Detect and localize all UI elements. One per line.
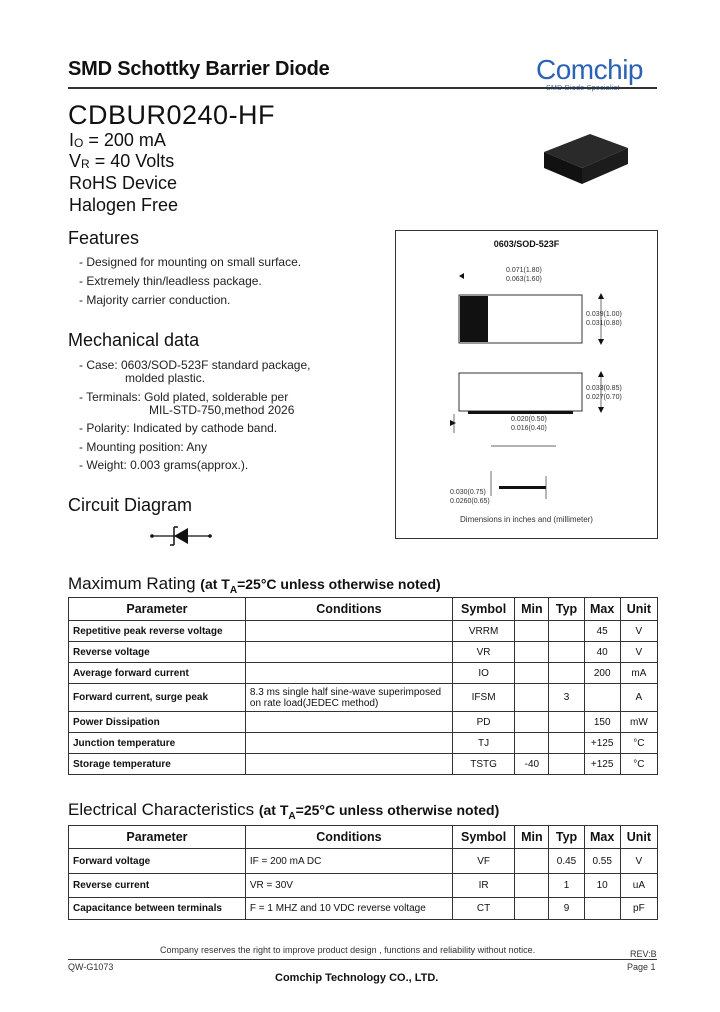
column-header: Max (584, 598, 620, 621)
conditions-cell (245, 642, 452, 663)
conditions-cell (245, 754, 452, 775)
param-cell: Capacitance between terminals (69, 898, 246, 920)
max-cell: 0.55 (584, 849, 620, 874)
symbol-cell: TSTG (452, 754, 514, 775)
dim-height-min: 0.027(0.70) (586, 394, 622, 401)
symbol-cell: PD (452, 712, 514, 733)
table-row (69, 684, 658, 712)
features-heading: Features (68, 228, 140, 248)
column-header: Conditions (245, 826, 452, 849)
unit-cell: °C (620, 733, 657, 754)
unit-cell: V (620, 621, 657, 642)
table-row (69, 754, 658, 775)
symbol-cell: CT (452, 898, 514, 920)
min-cell (515, 642, 549, 663)
max-cell (584, 898, 620, 920)
conditions-cell (245, 733, 452, 754)
conditions-cell: 8.3 ms single half sine-wave superimposed on rate load(JEDEC method) (245, 684, 452, 712)
conditions-cell: VR = 30V (245, 874, 452, 898)
package-title: 0603/SOD-523F (493, 239, 560, 249)
mechanical-heading: Mechanical data (68, 330, 200, 350)
mechanical-item: - Mounting position: Any (79, 440, 208, 454)
min-cell: -40 (515, 754, 549, 775)
table-row (69, 898, 658, 920)
column-header: Conditions (245, 598, 452, 621)
typ-cell (549, 663, 584, 684)
dim-width-max: 0.039(1.00) (586, 311, 622, 318)
dim-pad-max: 0.020(0.50) (511, 416, 547, 423)
spec-rohs: RoHS Device (69, 173, 178, 193)
column-header: Unit (620, 598, 657, 621)
symbol-cell: VF (452, 849, 514, 874)
dim-pad-min: 0.016(0.40) (511, 425, 547, 432)
typ-cell (549, 712, 584, 733)
mechanical-item: - Case: 0603/SOD-523F standard package, (79, 358, 311, 372)
max-cell: 45 (584, 621, 620, 642)
unit-cell: mA (620, 663, 657, 684)
unit-cell: mW (620, 712, 657, 733)
max-rating-table (68, 597, 658, 775)
column-header: Typ (549, 598, 584, 621)
dim-height-max: 0.033(0.85) (586, 385, 622, 392)
min-cell (515, 733, 549, 754)
spec-vr: $V_R = 40$ Volts (69, 151, 175, 171)
diode-symbol (148, 522, 214, 555)
table-row (69, 642, 658, 663)
column-header: Typ (549, 826, 584, 849)
param-cell: Storage temperature (69, 754, 246, 775)
typ-cell: 0.45 (549, 849, 584, 874)
column-header: Symbol (452, 826, 514, 849)
unit-cell: °C (620, 754, 657, 775)
electrical-title: Electrical Characteristics (at $T_A=25^\circ C$ unless otherwise noted) (68, 800, 500, 822)
typ-cell: 1 (549, 874, 584, 898)
spec-halogen: Halogen Free (69, 195, 179, 215)
min-cell (515, 684, 549, 712)
unit-cell: V (620, 849, 657, 874)
column-header: Min (515, 826, 549, 849)
typ-cell (549, 733, 584, 754)
table-row (69, 712, 658, 733)
mechanical-item: - Polarity: Indicated by cathode band. (79, 421, 278, 435)
footer-notice: Company reserves the right to improve product design , functions and reliability without notice. (160, 945, 536, 955)
symbol-cell: IR (452, 874, 514, 898)
table-header-row (69, 826, 658, 849)
unit-cell: A (620, 684, 657, 712)
logo-name: Comchip (536, 54, 643, 85)
chip-image (540, 128, 632, 188)
mechanical-item: - Terminals: Gold plated, solderable per (79, 390, 289, 404)
table-row (69, 621, 658, 642)
dimensions-note: Dimensions in inches and (millimeter) (460, 515, 593, 524)
column-header: Symbol (452, 598, 514, 621)
min-cell (515, 663, 549, 684)
typ-cell (549, 642, 584, 663)
column-header: Parameter (69, 598, 246, 621)
param-cell: Forward current, surge peak (69, 684, 246, 712)
unit-cell: V (620, 642, 657, 663)
package-outline (395, 230, 658, 539)
max-cell: 40 (584, 642, 620, 663)
max-rating-title: Maximum Rating (at $T_A=25^\circ C$ unless otherwise noted) (68, 574, 441, 596)
table-row (69, 663, 658, 684)
table-row (69, 849, 658, 874)
table-row (69, 874, 658, 898)
symbol-cell: VR (452, 642, 514, 663)
mechanical-item: - Weight: 0.003 grams(approx.). (79, 458, 249, 472)
column-header: Max (584, 826, 620, 849)
document-type: SMD Schottky Barrier Diode (68, 58, 330, 80)
max-cell: +125 (584, 754, 620, 775)
dim-term-min: 0.0260(0.65) (450, 498, 490, 505)
param-cell: Repetitive peak reverse voltage (69, 621, 246, 642)
min-cell (515, 712, 549, 733)
footer-revision: REV:B (630, 949, 657, 959)
part-number: CDBUR0240-HF (68, 100, 276, 130)
footer-doc-code: QW-G1073 (68, 962, 114, 972)
max-cell: 150 (584, 712, 620, 733)
feature-item: - Majority carrier conduction. (79, 293, 231, 307)
column-header: Parameter (69, 826, 246, 849)
max-cell: 10 (584, 874, 620, 898)
symbol-cell: TJ (452, 733, 514, 754)
max-cell (584, 684, 620, 712)
min-cell (515, 898, 549, 920)
conditions-cell: IF = 200 mA DC (245, 849, 452, 874)
dim-term-max: 0.030(0.75) (450, 489, 486, 496)
typ-cell: 9 (549, 898, 584, 920)
header-rule (68, 87, 657, 89)
param-cell: Reverse voltage (69, 642, 246, 663)
typ-cell (549, 754, 584, 775)
unit-cell: uA (620, 874, 657, 898)
mechanical-item: MIL-STD-750,method 2026 (149, 403, 295, 417)
param-cell: Power Dissipation (69, 712, 246, 733)
typ-cell (549, 621, 584, 642)
symbol-cell: VRRM (452, 621, 514, 642)
column-header: Min (515, 598, 549, 621)
param-cell: Average forward current (69, 663, 246, 684)
min-cell (515, 621, 549, 642)
dim-length-max: 0.071(1.80) (506, 267, 542, 274)
table-header-row (69, 598, 658, 621)
footer-page: Page 1 (627, 962, 656, 972)
electrical-table (68, 825, 658, 920)
symbol-cell: IO (452, 663, 514, 684)
dim-width-min: 0.031(0.80) (586, 320, 622, 327)
conditions-cell: F = 1 MHZ and 10 VDC reverse voltage (245, 898, 452, 920)
max-cell: 200 (584, 663, 620, 684)
spec-io: $I_O = 200$ mA (69, 130, 166, 150)
typ-cell: 3 (549, 684, 584, 712)
table-row (69, 733, 658, 754)
feature-item: - Extremely thin/leadless package. (79, 274, 262, 288)
column-header: Unit (620, 826, 657, 849)
param-cell: Forward voltage (69, 849, 246, 874)
unit-cell: pF (620, 898, 657, 920)
feature-item: - Designed for mounting on small surface. (79, 255, 302, 269)
footer-company: Comchip Technology CO., LTD. (275, 972, 439, 984)
conditions-cell (245, 621, 452, 642)
dim-length-min: 0.063(1.60) (506, 276, 542, 283)
circuit-heading: Circuit Diagram (68, 495, 193, 515)
conditions-cell (245, 712, 452, 733)
mechanical-item: molded plastic. (125, 371, 206, 385)
param-cell: Junction temperature (69, 733, 246, 754)
max-cell: +125 (584, 733, 620, 754)
footer-rule (68, 959, 657, 960)
min-cell (515, 849, 549, 874)
param-cell: Reverse current (69, 874, 246, 898)
conditions-cell (245, 663, 452, 684)
min-cell (515, 874, 549, 898)
symbol-cell: IFSM (452, 684, 514, 712)
